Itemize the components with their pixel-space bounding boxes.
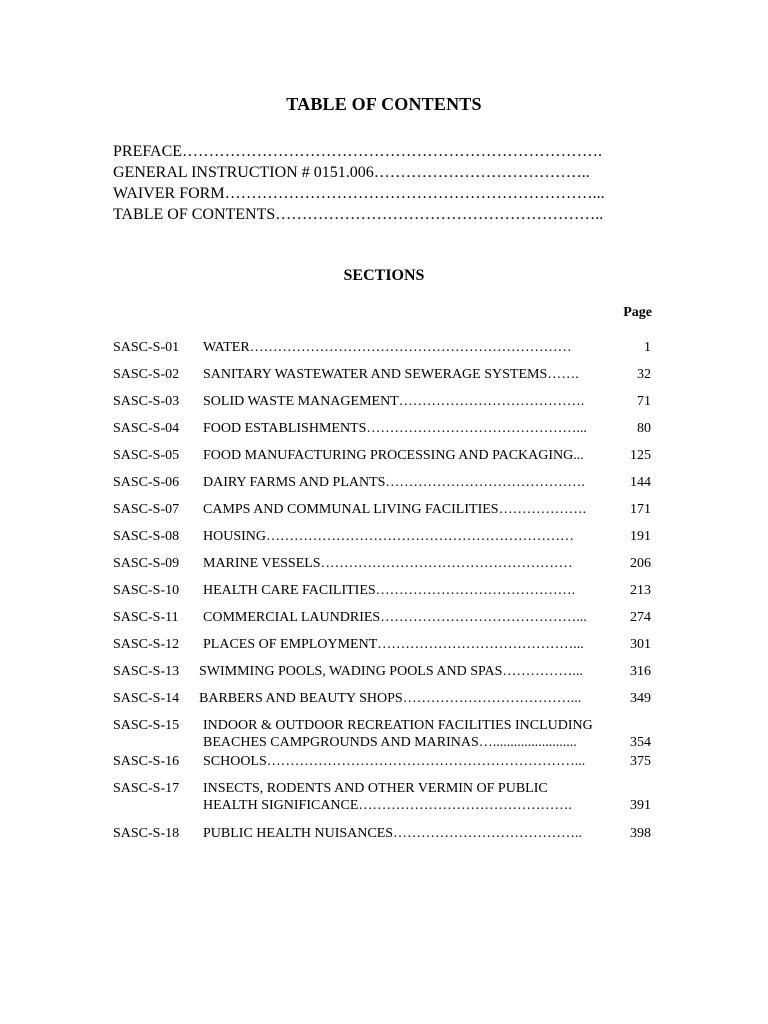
section-title: FOOD MANUFACTURING PROCESSING AND PACKAGING... bbox=[203, 448, 584, 463]
section-code: SASC-S-11 bbox=[113, 610, 179, 625]
section-page-number: 144 bbox=[630, 475, 651, 490]
front-matter-item: WAIVER FORM……………………………………………………………... bbox=[113, 185, 605, 202]
front-matter-list bbox=[113, 141, 658, 225]
section-page-number: 375 bbox=[630, 754, 651, 769]
section-title: HEALTH CARE FACILITIES……………………………………. bbox=[203, 583, 576, 598]
section-page-number: 80 bbox=[637, 421, 651, 436]
section-page-number: 171 bbox=[630, 502, 651, 517]
section-page-number: 391 bbox=[630, 798, 651, 813]
section-title: COMMERCIAL LAUNDRIES……………………………………... bbox=[203, 610, 587, 625]
section-title-block bbox=[203, 779, 609, 816]
section-title: PLACES OF EMPLOYMENT……………………………………... bbox=[203, 637, 584, 652]
section-row bbox=[113, 662, 651, 689]
section-row bbox=[113, 635, 651, 662]
section-row bbox=[113, 365, 651, 392]
section-row bbox=[113, 779, 651, 824]
section-code: SASC-S-10 bbox=[113, 583, 180, 598]
section-row bbox=[113, 419, 651, 446]
section-title: HOUSING………………………………………………………… bbox=[203, 529, 574, 544]
section-row bbox=[113, 752, 651, 772]
section-row bbox=[113, 608, 651, 635]
section-page-number: 274 bbox=[630, 610, 651, 625]
section-code: SASC-S-15 bbox=[113, 718, 180, 733]
section-row bbox=[113, 392, 651, 419]
section-title: SANITARY WASTEWATER AND SEWERAGE SYSTEMS……. bbox=[203, 367, 579, 382]
section-title: FOOD ESTABLISHMENTS………………………………………... bbox=[203, 421, 587, 436]
section-row bbox=[113, 554, 651, 581]
section-code: SASC-S-18 bbox=[113, 826, 180, 841]
section-page-number: 354 bbox=[630, 735, 651, 750]
section-title: CAMPS AND COMMUNAL LIVING FACILITIES………………. bbox=[203, 502, 587, 517]
section-row bbox=[113, 824, 651, 851]
section-row bbox=[113, 338, 651, 365]
section-code: SASC-S-16 bbox=[113, 754, 180, 769]
section-page-number: 1 bbox=[644, 340, 651, 355]
section-title-continuation: HEALTH SIGNIFICANCE………………………………………. bbox=[203, 798, 572, 813]
front-matter-item: GENERAL INSTRUCTION # 0151.006………………………………….. bbox=[113, 164, 590, 181]
section-code: SASC-S-13 bbox=[113, 664, 180, 679]
section-code: SASC-S-12 bbox=[113, 637, 180, 652]
section-title: PUBLIC HEALTH NUISANCES………………………………….. bbox=[203, 826, 583, 841]
section-page-number: 213 bbox=[630, 583, 651, 598]
page-column-heading: Page bbox=[623, 305, 652, 320]
section-code: SASC-S-17 bbox=[113, 781, 180, 796]
section-title: BARBERS AND BEAUTY SHOPS………………………………... bbox=[199, 691, 582, 706]
section-code: SASC-S-02 bbox=[113, 367, 180, 382]
sections-heading: SECTIONS bbox=[343, 267, 425, 284]
section-title: SWIMMING POOLS, WADING POOLS AND SPAS……………... bbox=[199, 664, 583, 679]
section-title: INSECTS, RODENTS AND OTHER VERMIN OF PUBLIC bbox=[203, 781, 548, 796]
section-code: SASC-S-09 bbox=[113, 556, 180, 571]
section-row bbox=[113, 446, 651, 473]
section-page-number: 398 bbox=[630, 826, 651, 841]
section-title-continuation: BEACHES CAMPGROUNDS AND MARINAS…........................ bbox=[203, 735, 577, 750]
section-row bbox=[113, 527, 651, 554]
section-row bbox=[113, 581, 651, 608]
section-page-number: 206 bbox=[630, 556, 651, 571]
section-code: SASC-S-03 bbox=[113, 394, 180, 409]
front-matter-item: TABLE OF CONTENTS…………………………………………………….. bbox=[113, 206, 604, 223]
section-title: DAIRY FARMS AND PLANTS……………………………………. bbox=[203, 475, 585, 490]
page-title: TABLE OF CONTENTS bbox=[286, 94, 482, 114]
section-page-number: 125 bbox=[630, 448, 651, 463]
section-title: SCHOOLS…………………………………………………………... bbox=[203, 754, 586, 769]
section-title: MARINE VESSELS……………………………………………… bbox=[203, 556, 573, 571]
section-title: SOLID WASTE MANAGEMENT…………………………………. bbox=[203, 394, 585, 409]
section-row bbox=[113, 689, 651, 716]
section-code: SASC-S-05 bbox=[113, 448, 180, 463]
section-title-block bbox=[203, 716, 609, 753]
section-page-number: 349 bbox=[630, 691, 651, 706]
section-code: SASC-S-08 bbox=[113, 529, 180, 544]
front-matter-item: PREFACE……………………………………………………………………. bbox=[113, 143, 603, 160]
section-page-number: 71 bbox=[637, 394, 651, 409]
section-row bbox=[113, 500, 651, 527]
section-code: SASC-S-01 bbox=[113, 340, 180, 355]
section-code: SASC-S-07 bbox=[113, 502, 180, 517]
section-page-number: 301 bbox=[630, 637, 651, 652]
section-title: INDOOR & OUTDOOR RECREATION FACILITIES INCLUDING bbox=[203, 718, 593, 733]
section-row bbox=[113, 473, 651, 500]
section-code: SASC-S-06 bbox=[113, 475, 180, 490]
section-page-number: 191 bbox=[630, 529, 651, 544]
section-page-number: 316 bbox=[630, 664, 651, 679]
sections-list bbox=[113, 338, 651, 851]
section-code: SASC-S-14 bbox=[113, 691, 180, 706]
section-title: WATER…………………………………………………………… bbox=[203, 340, 572, 355]
section-page-number: 32 bbox=[637, 367, 651, 382]
section-code: SASC-S-04 bbox=[113, 421, 180, 436]
